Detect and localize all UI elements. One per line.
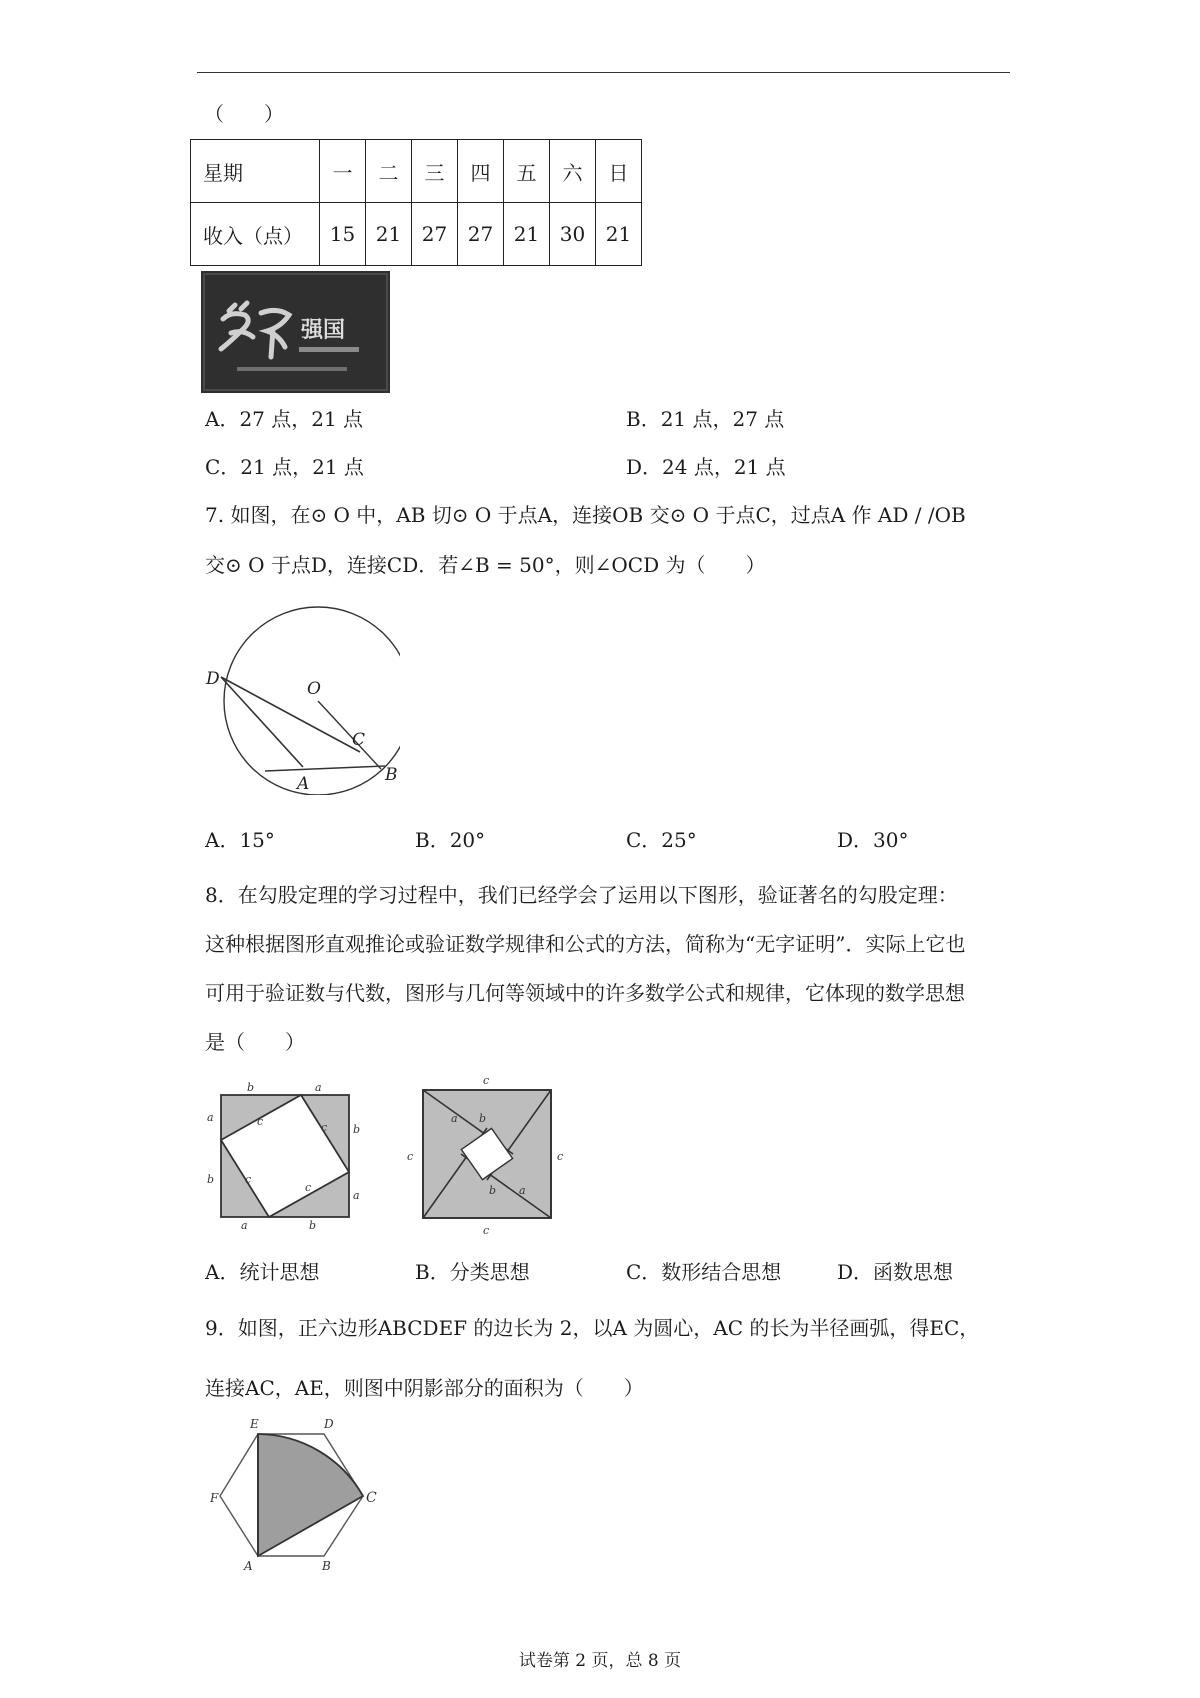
table-header-cell: 星期	[191, 140, 320, 203]
label-o: O	[307, 679, 321, 699]
label-a: a	[207, 1111, 214, 1124]
q8-option-c: C．数形结合思想	[626, 1260, 782, 1284]
label-b: b	[207, 1173, 215, 1186]
q8-text-line2: 这种根据图形直观推论或验证数学规律和公式的方法，简称为“无字证明”．实际上它也	[205, 932, 966, 956]
xuexi-qiangguo-logo	[201, 271, 390, 393]
table-cell: 21	[504, 203, 550, 266]
q6-bracket: （ ）	[204, 102, 284, 126]
q8-option-d: D．函数思想	[837, 1260, 954, 1284]
q6-option-a: A．27 点，21 点	[205, 407, 364, 431]
label-a: A	[297, 774, 310, 794]
label-b: b	[479, 1112, 487, 1125]
table-cell: 六	[550, 140, 596, 203]
label-e: E	[250, 1417, 259, 1431]
q6-option-b: B．21 点，27 点	[626, 407, 785, 431]
q7-option-a: A．15°	[205, 828, 275, 852]
table-cell: 21	[596, 203, 642, 266]
table-cell: 四	[458, 140, 504, 203]
q6-option-c: C．21 点，21 点	[205, 455, 364, 479]
q7-option-b: B．20°	[415, 828, 486, 852]
label-c: c	[483, 1224, 490, 1237]
q8-text-line4: 是（ ）	[205, 1030, 305, 1054]
q8-square-figure-2	[395, 1060, 575, 1240]
label-c: c	[257, 1115, 264, 1128]
label-a: a	[241, 1219, 248, 1232]
table-header-cell: 收入（点）	[191, 203, 320, 266]
label-b: b	[247, 1081, 255, 1094]
table-row	[191, 140, 642, 203]
label-c: C	[366, 1490, 377, 1506]
table-cell: 日	[596, 140, 642, 203]
label-c: c	[407, 1150, 414, 1163]
svg-text:强国: 强国	[301, 318, 346, 343]
q7-text-line1: 7. 如图，在⊙ O 中，AB 切⊙ O 于点A，连接OB 交⊙ O 于点C，过点A 作 AD / /OB	[205, 503, 966, 527]
label-c: C	[352, 730, 366, 750]
table-cell: 五	[504, 140, 550, 203]
label-a: A	[244, 1559, 253, 1570]
label-b: b	[309, 1219, 317, 1232]
label-b: B	[322, 1559, 331, 1570]
label-c: c	[245, 1173, 252, 1186]
label-b: B	[385, 765, 398, 785]
label-a: a	[353, 1189, 360, 1202]
label-d: D	[206, 669, 220, 689]
q7-option-d: D．30°	[837, 828, 909, 852]
header-rule	[197, 72, 1010, 73]
label-c: c	[557, 1150, 564, 1163]
label-d: D	[324, 1417, 334, 1431]
q9-text-line1: 9．如图，正六边形ABCDEF 的边长为 2，以A 为圆心，AC 的长为半径画弧，得EC，	[205, 1316, 980, 1340]
table-cell: 21	[366, 203, 412, 266]
label-c: c	[483, 1074, 490, 1087]
table-cell: 二	[366, 140, 412, 203]
label-b: b	[489, 1184, 497, 1197]
table-cell: 一	[320, 140, 366, 203]
q8-text-line1: 8．在勾股定理的学习过程中，我们已经学会了运用以下图形，验证著名的勾股定理：	[205, 883, 958, 907]
q8-square-figure-1	[205, 1075, 375, 1235]
table-cell: 30	[550, 203, 596, 266]
q9-text-line2: 连接AC，AE，则图中阴影部分的面积为（ ）	[205, 1376, 644, 1400]
q8-option-a: A．统计思想	[205, 1260, 320, 1284]
label-b: b	[353, 1123, 361, 1136]
label-c: c	[305, 1181, 312, 1194]
table-cell: 27	[412, 203, 458, 266]
q8-option-b: B．分类思想	[415, 1260, 530, 1284]
table-cell: 27	[458, 203, 504, 266]
q7-circle-figure	[200, 605, 400, 795]
label-f: F	[210, 1491, 219, 1505]
label-c: c	[321, 1121, 328, 1134]
label-a: a	[451, 1112, 458, 1125]
q7-option-c: C．25°	[626, 828, 697, 852]
q8-text-line3: 可用于验证数与代数，图形与几何等领域中的许多数学公式和规律，它体现的数学思想	[205, 981, 965, 1005]
label-a: a	[315, 1081, 322, 1094]
income-table	[190, 139, 642, 266]
table-cell: 15	[320, 203, 366, 266]
q9-hexagon-figure	[210, 1410, 390, 1570]
q7-text-line2: 交⊙ O 于点D，连接CD．若∠B = 50°，则∠OCD 为（ ）	[205, 553, 766, 577]
page-footer: 试卷第 2 页，总 8 页	[518, 1651, 682, 1671]
q6-option-d: D．24 点，21 点	[626, 455, 786, 479]
label-a: a	[519, 1184, 526, 1197]
table-cell: 三	[412, 140, 458, 203]
table-row	[191, 203, 642, 266]
